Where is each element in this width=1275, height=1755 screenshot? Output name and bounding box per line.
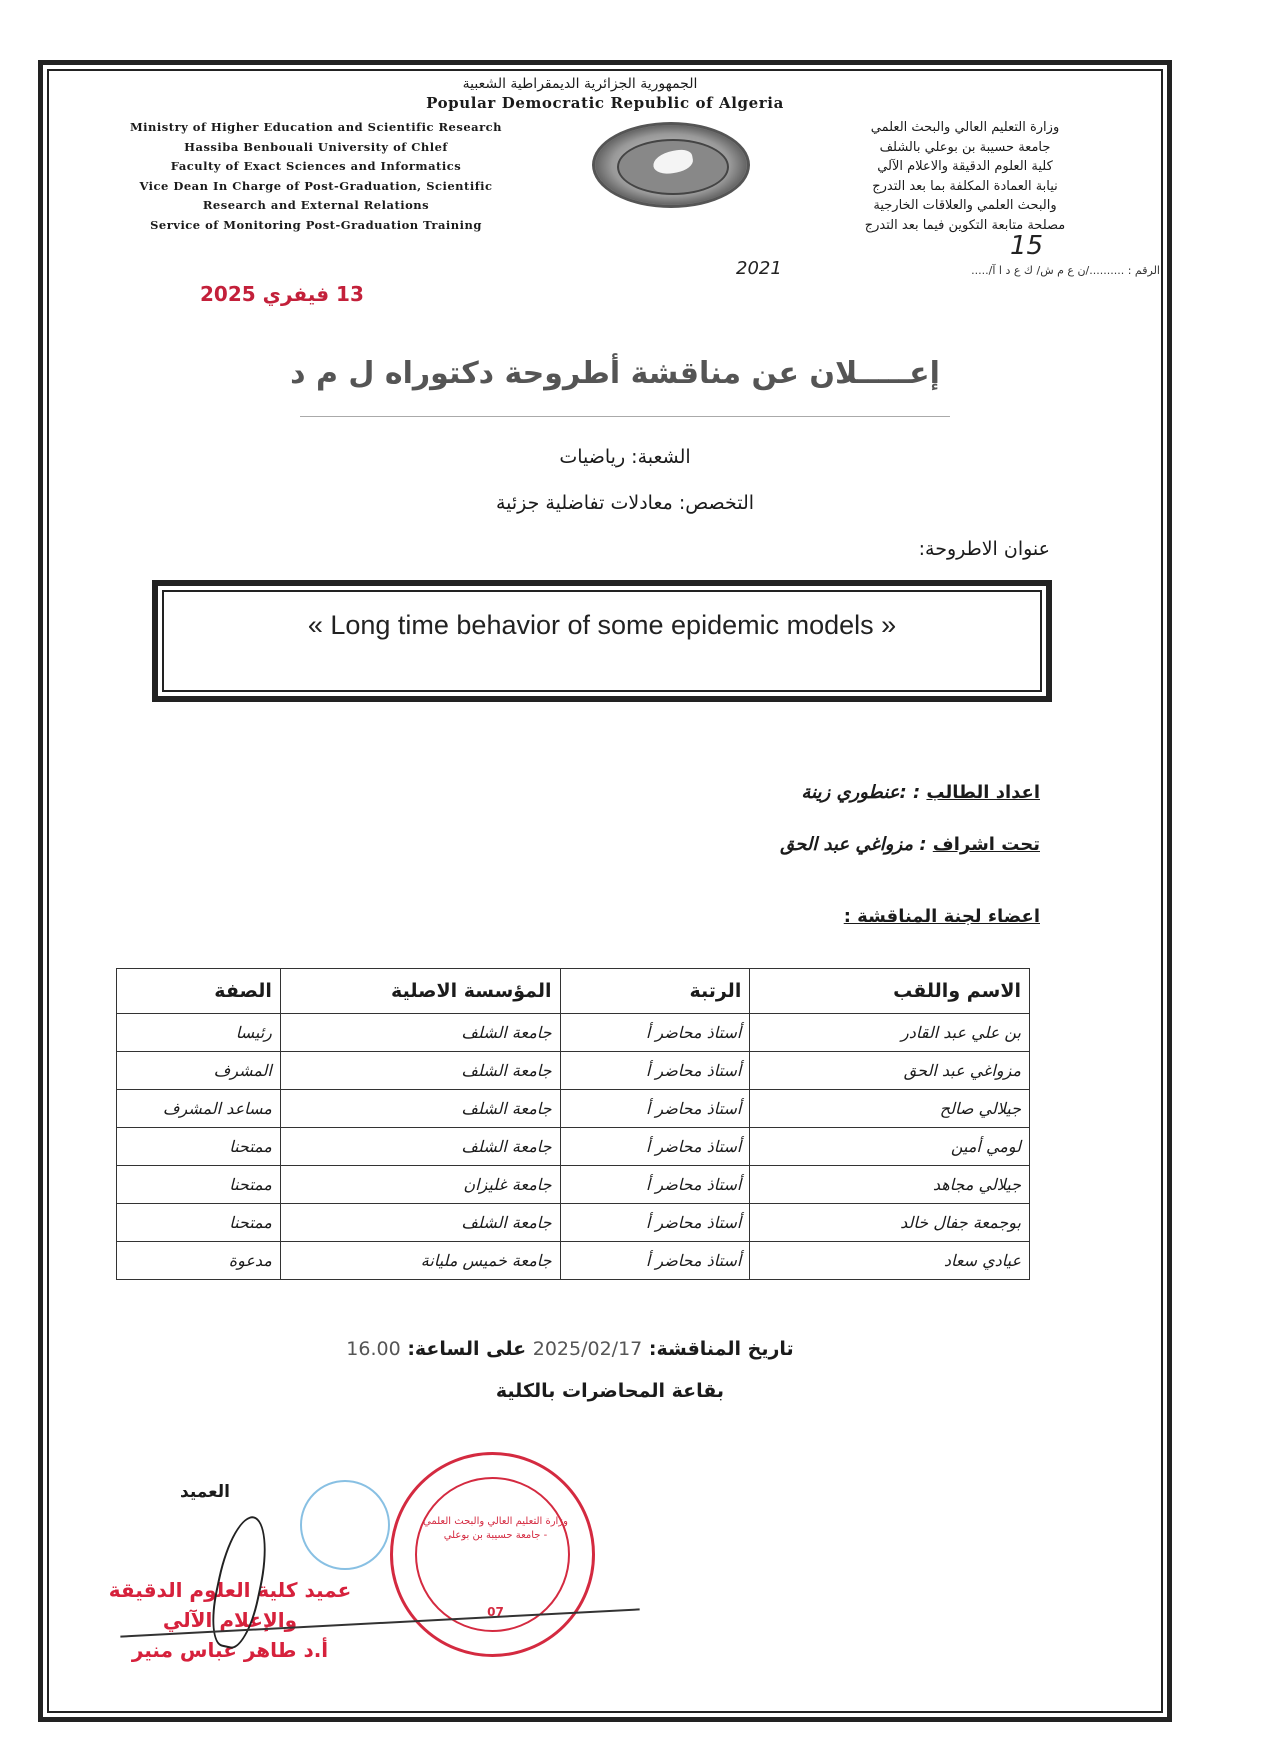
member-name: بوجمعة جفال خالد — [750, 1204, 1030, 1242]
member-role: مساعد المشرف — [117, 1090, 281, 1128]
member-name: جيلالي مجاهد — [750, 1166, 1030, 1204]
specialty-field: التخصص: معادلات تفاضلية جزئية — [495, 492, 755, 514]
institution-line: Vice Dean In Charge of Post-Graduation, Scientific — [139, 178, 493, 193]
member-institution: جامعة الشلف — [280, 1014, 560, 1052]
member-institution: جامعة خميس مليانة — [280, 1242, 560, 1280]
red-seal-code: 07 — [487, 1605, 504, 1619]
member-rank: أستاذ محاضر أ — [560, 1090, 750, 1128]
institution-line: Research and External Relations — [202, 198, 430, 212]
institution-block-english — [56, 118, 576, 235]
table-row — [117, 1166, 1030, 1204]
member-rank: أستاذ محاضر أ — [560, 1052, 750, 1090]
member-name: بن علي عبد القادر — [750, 1014, 1030, 1052]
dove-icon — [651, 148, 694, 177]
announcement-title: إعـــــلان عن مناقشة أطروحة دكتوراه ل م د — [290, 356, 940, 391]
supervisor-row — [600, 834, 1040, 855]
red-seal-text: وزارة التعليم العالي والبحث العلمي - جامعة حسيبة بن بوعلي — [423, 1516, 568, 1541]
member-rank: أستاذ محاضر أ — [560, 1128, 750, 1166]
member-institution: جامعة الشلف — [280, 1204, 560, 1242]
blue-seal-stamp — [300, 1480, 390, 1570]
thesis-title-box-inner — [162, 590, 1042, 692]
dean-stamp-line: والإعلام الآلي — [162, 1608, 298, 1632]
defense-time-label: على الساعة: — [407, 1338, 527, 1360]
column-header-institution: المؤسسة الاصلية — [280, 969, 560, 1014]
member-role: المشرف — [117, 1052, 281, 1090]
member-name: لومي أمين — [750, 1128, 1030, 1166]
table-row — [117, 1242, 1030, 1280]
member-rank: أستاذ محاضر أ — [560, 1166, 750, 1204]
supervisor-label: تحت اشراف — [932, 834, 1040, 855]
institution-line: Faculty of Exact Sciences and Informatics — [170, 159, 462, 173]
member-name: مزواغي عبد الحق — [750, 1052, 1030, 1090]
student-row — [600, 782, 1040, 803]
branch-field: الشعبة: رياضيات — [559, 446, 691, 468]
member-role: ممتحنا — [117, 1204, 281, 1242]
defense-time: 16.00 — [346, 1338, 401, 1360]
republic-name-english: Popular Democratic Republic of Algeria — [426, 94, 784, 112]
table-row — [117, 1014, 1030, 1052]
defense-date-label: تاريخ المناقشة: — [648, 1338, 794, 1360]
page-border-inner — [47, 69, 1163, 1713]
committee-heading-row — [600, 906, 1040, 927]
table-row — [117, 1128, 1030, 1166]
reference-line: الرقم : ........../ن ع م ش/ ك ع د ا آ/..... — [971, 264, 1160, 277]
institution-block-arabic — [770, 118, 1160, 235]
member-name: جيلالي صالح — [750, 1090, 1030, 1128]
member-institution: جامعة الشلف — [280, 1128, 560, 1166]
university-seal-logo — [592, 122, 750, 208]
student-label: اعداد الطالب — [926, 782, 1040, 803]
institution-line: Ministry of Higher Education and Scientific Research — [129, 120, 503, 134]
table-row — [117, 1090, 1030, 1128]
reference-number-handwritten: 15 — [1010, 231, 1044, 261]
supervisor-name: : مزواغي عبد الحق — [780, 834, 933, 855]
committee-table — [116, 968, 1030, 1280]
date-stamp: 13 فيفري 2025 — [200, 282, 364, 306]
column-header-name: الاسم واللقب — [750, 969, 1030, 1014]
defense-date: 2025/02/17 — [532, 1338, 643, 1360]
institution-line-ar: وزارة التعليم العالي والبحث العلمي — [870, 120, 1060, 135]
member-name: عيادي سعاد — [750, 1242, 1030, 1280]
member-institution: جامعة الشلف — [280, 1052, 560, 1090]
dean-stamp-line: عميد كلية العلوم الدقيقة — [108, 1578, 352, 1602]
table-row — [117, 1204, 1030, 1242]
institution-line-ar: والبحث العلمي والعلاقات الخارجية — [873, 198, 1057, 213]
institution-line-ar: كلية العلوم الدقيقة والاعلام الآلي — [877, 159, 1053, 174]
defense-date-line — [300, 1338, 840, 1360]
institution-line-ar: جامعة حسيبة بن بوعلي بالشلف — [879, 139, 1051, 155]
column-header-rank: الرتبة — [560, 969, 750, 1014]
table-row — [117, 1052, 1030, 1090]
defense-place: بقاعة المحاضرات بالكلية — [495, 1380, 725, 1402]
column-header-role: الصفة — [117, 969, 281, 1014]
institution-line: Service of Monitoring Post-Graduation Training — [150, 217, 482, 232]
member-role: ممتحنا — [117, 1166, 281, 1204]
thesis-title-label: عنوان الاطروحة: — [918, 538, 1050, 560]
institution-line-ar: مصلحة متابعة التكوين فيما بعد التدرج — [864, 217, 1066, 233]
title-divider — [300, 416, 950, 417]
member-institution: جامعة غليزان — [280, 1166, 560, 1204]
thesis-title: « Long time behavior of some epidemic models » — [307, 610, 897, 640]
republic-name-arabic: الجمهورية الجزائرية الديمقراطية الشعبية — [462, 76, 698, 92]
committee-label: اعضاء لجنة المناقشة : — [843, 906, 1040, 927]
member-role: مدعوة — [117, 1242, 281, 1280]
member-rank: أستاذ محاضر أ — [560, 1204, 750, 1242]
member-institution: جامعة الشلف — [280, 1090, 560, 1128]
member-role: ممتحنا — [117, 1128, 281, 1166]
dean-stamp-line: أ.د طاهر عباس منير — [131, 1638, 329, 1662]
red-official-seal — [390, 1452, 595, 1657]
institution-line: Hassiba Benbouali University of Chlef — [184, 139, 448, 154]
reference-year-handwritten: 2021 — [736, 258, 782, 279]
dean-label: العميد — [180, 1482, 230, 1502]
member-rank: أستاذ محاضر أ — [560, 1014, 750, 1052]
member-rank: أستاذ محاضر أ — [560, 1242, 750, 1280]
member-role: رئيسا — [117, 1014, 281, 1052]
student-name: : :عنطوري زينة — [801, 782, 927, 803]
institution-line-ar: نيابة العمادة المكلفة بما بعد التدرج — [872, 178, 1058, 194]
table-header-row — [117, 969, 1030, 1014]
seal-inner-ring — [617, 139, 729, 195]
